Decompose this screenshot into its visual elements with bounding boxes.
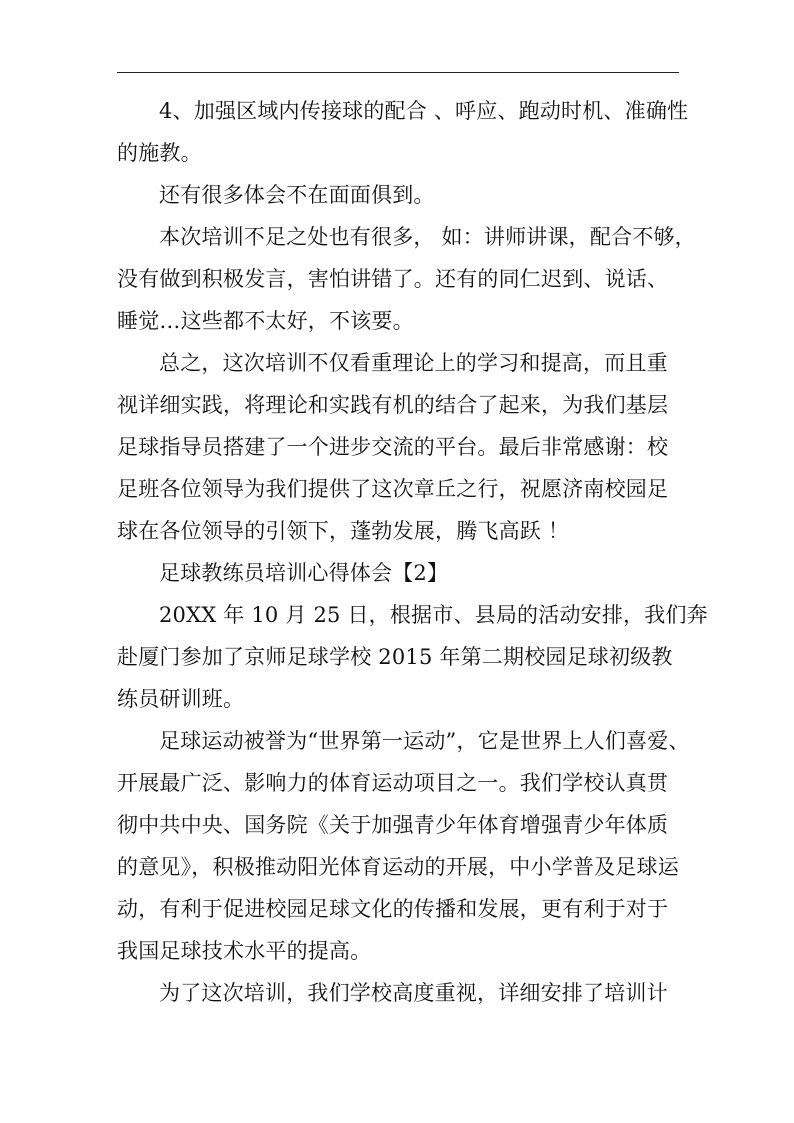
text-line: 的施教。 (117, 141, 202, 165)
text-line: 没有做到积极发言，害怕讲错了。还有的同仁迟到、说话、 (117, 267, 669, 291)
text-line: 球在各位领导的引领下，蓬勃发展，腾飞高跃 ！ (117, 519, 570, 543)
text-line: 足班各位领导为我们提供了这次章丘之行，祝愿济南校园足 (117, 477, 669, 501)
text-line: 还有很多体会不在面面俱到。 (159, 183, 435, 207)
text-line: 足球指导员搭建了一个进步交流的平台。最后非常感谢：校 (117, 435, 669, 459)
text-line: 开展最广泛、影响力的体育运动项目之一。我们学校认真贯 (117, 771, 669, 795)
text-line: 足球运动被誉为“世界第一运动”，它是世界上人们喜爱、 (159, 729, 690, 753)
text-line: 动，有利于促进校园足球文化的传播和发展，更有利于对于 (117, 897, 669, 921)
text-line: 睡觉…这些都不太好，不该要。 (117, 309, 414, 333)
text-line: 总之，这次培训不仅看重理论上的学习和提高，而且重 (159, 351, 668, 375)
text-line: 视详细实践，将理论和实践有机的结合了起来，为我们基层 (117, 393, 669, 417)
text-line: 为了这次培训，我们学校高度重视，详细安排了培训计 (159, 981, 668, 1005)
text-line: 彻中共中央、国务院《关于加强青少年体育增强青少年体质 (117, 813, 669, 837)
text-line: 我国足球技术水平的提高。 (117, 939, 372, 963)
text-line: 练员研训班。 (117, 687, 245, 711)
section-heading: 足球教练员培训心得体会【2】 (159, 561, 449, 585)
header-divider (117, 72, 679, 73)
text-line: 本次培训不足之处也有很多， 如：讲师讲课，配合不够， (159, 225, 696, 249)
text-line: 4、加强区域内传接球的配合 、呼应、跑动时机、准确性 (159, 99, 689, 123)
text-line: 赴厦门参加了京师足球学校 2015 年第二期校园足球初级教 (117, 645, 673, 669)
text-line: 20XX 年 10 月 25 日，根据市、县局的活动安排，我们奔 (159, 603, 708, 627)
text-line: 的意见》，积极推动阳光体育运动的开展，中小学普及足球运 (117, 855, 679, 879)
